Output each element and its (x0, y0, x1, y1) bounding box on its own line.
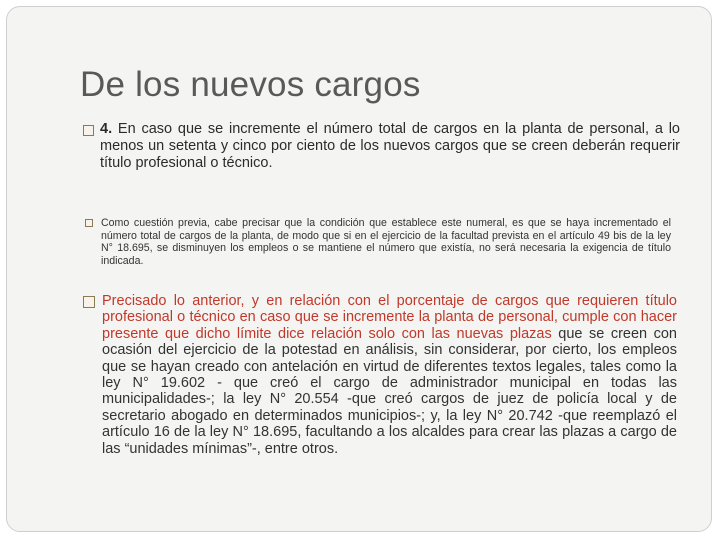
bullet-3-body: que se creen con ocasión del ejercicio de la potestad en análisis, sin considerar, por cierto, los empleos que se hayan creado con antelación en virtud de diferentes textos legales, tales como la ley N° 19.602 - que creó el cargo de administrador municipal en todas las municipalidades-; la ley N° 20.554 -que creó cargos de juez de policía local y de secretario abogado en determinados municipios-; y, la ley N° 20.742 -que reemplazó el artículo 16 de la ley N° 18.695, facultando a los alcaldes para crear las plazas a cargo de las “unidades mínimas”-, entre otros. (102, 325, 677, 457)
bullet-3 (83, 293, 683, 457)
bullet-1-body: En caso que se incremente el número total de cargos en la planta de personal, a lo menos un setenta y cinco por ciento de los nuevos cargos que se creen deberán requerir título profesional o técnico. (100, 121, 680, 171)
square-bullet-icon (83, 296, 95, 308)
slide-title: De los nuevos cargos (80, 65, 421, 104)
bullet-2-text: Como cuestión previa, cabe precisar que la condición que establece este numeral, es que se haya incrementado el número total de cargos de la planta, de modo que si en el ejercicio de la facultad prevista en el artículo 49 bis de la ley N° 18.695, se disminuyen los empleos o se mantiene el número que existía, no será necesaria la exigencia de título indicada. (101, 217, 671, 267)
bullet-1-text (100, 121, 680, 172)
bullet-3-text (102, 293, 677, 457)
square-bullet-icon (83, 125, 94, 136)
bullet-1 (83, 121, 683, 172)
bullet-1-number: 4. (100, 121, 113, 137)
square-bullet-icon (85, 219, 93, 227)
slide (6, 6, 712, 532)
bullet-2 (83, 217, 683, 267)
bullet-3-highlight: Precisado lo anterior, y en relación con el porcentaje de cargos que requieren título profesional o técnico en caso que se incremente la planta de personal, cumple con hacer presente que dicho límite dice relación solo con las nuevas plazas (102, 293, 677, 342)
